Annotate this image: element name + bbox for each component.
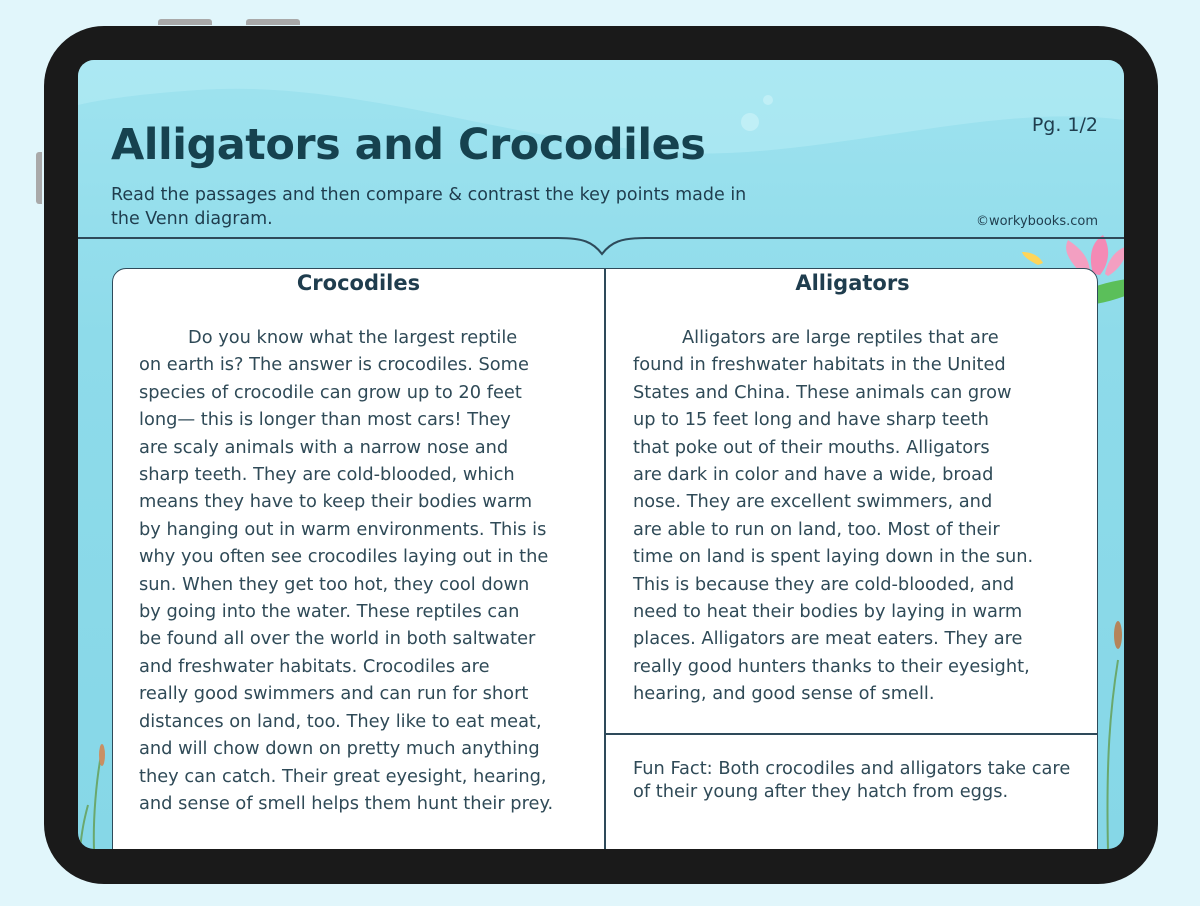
worksheet-screen xyxy=(78,60,1124,849)
passage-line: are scaly animals with a narrow nose and xyxy=(139,436,509,458)
page-title: Alligators and Crocodiles xyxy=(111,120,706,170)
passage-line: hearing, and good sense of smell. xyxy=(633,683,935,705)
side-button-icon xyxy=(36,152,42,204)
passage-line: species of crocodile can grow up to 20 feet xyxy=(139,381,522,403)
alligators-heading: Alligators xyxy=(795,271,910,295)
passage-line: States and China. These animals can grow xyxy=(633,381,1012,403)
passage-line: on earth is? The answer is crocodiles. Some xyxy=(139,354,529,376)
passage-line: found in freshwater habitats in the United xyxy=(633,354,1006,376)
alligators-passage xyxy=(633,324,1083,708)
volume-button-icon xyxy=(158,19,212,25)
copyright-text: ©workybooks.com xyxy=(975,214,1098,229)
fun-fact-text: Fun Fact: Both crocodiles and alligators take care of their young after they hatch from eggs. xyxy=(633,758,1071,802)
passages-card xyxy=(112,268,1098,849)
column-divider xyxy=(604,269,606,849)
passage-line: Alligators are large reptiles that are xyxy=(682,327,999,348)
passage-line: means they have to keep their bodies warm xyxy=(139,491,533,513)
passage-line: really good swimmers and can run for short xyxy=(139,683,529,705)
passage-line: need to heat their bodies by laying in warm xyxy=(633,601,1023,623)
passage-line: and freshwater habitats. Crocodiles are xyxy=(139,655,490,677)
power-button-icon xyxy=(246,19,300,25)
page-number: Pg. 1/2 xyxy=(1031,114,1098,136)
passage-line: they can catch. Their great eyesight, hearing, xyxy=(139,765,547,787)
passage-line: are able to run on land, too. Most of their xyxy=(633,518,1000,540)
passage-line: and will chow down on pretty much anything xyxy=(139,738,540,760)
passage-line: by hanging out in warm environments. This is xyxy=(139,518,547,540)
passage-line: and sense of smell helps them hunt their prey. xyxy=(139,792,554,814)
passage-line: that poke out of their mouths. Alligators xyxy=(633,436,990,458)
crocodiles-passage xyxy=(139,324,589,817)
passage-line: by going into the water. These reptiles can xyxy=(139,601,520,623)
fun-fact-divider xyxy=(604,733,1098,735)
passage-line: distances on land, too. They like to eat meat, xyxy=(139,710,542,732)
header-divider xyxy=(78,234,1124,258)
passage-line: time on land is spent laying down in the sun. xyxy=(633,546,1034,568)
passage-line: are dark in color and have a wide, broad xyxy=(633,464,994,486)
passage-line: why you often see crocodiles laying out in the xyxy=(139,546,549,568)
passage-line: sharp teeth. They are cold-blooded, which xyxy=(139,464,515,486)
passage-line: nose. They are excellent swimmers, and xyxy=(633,491,993,513)
instructions-text: Read the passages and then compare & contrast the key points made in the Venn diagram. xyxy=(111,185,747,229)
crocodiles-heading: Crocodiles xyxy=(296,271,421,295)
passage-line: places. Alligators are meat eaters. They are xyxy=(633,628,1023,650)
passage-line: really good hunters thanks to their eyesight, xyxy=(633,655,1030,677)
passage-line: Do you know what the largest reptile xyxy=(188,327,518,348)
passage-line: be found all over the world in both saltwater xyxy=(139,628,536,650)
passage-line: This is because they are cold-blooded, and xyxy=(633,573,1015,595)
passage-line: up to 15 feet long and have sharp teeth xyxy=(633,409,989,431)
passage-line: sun. When they get too hot, they cool down xyxy=(139,573,530,595)
passage-line: long— this is longer than most cars! They xyxy=(139,409,511,431)
